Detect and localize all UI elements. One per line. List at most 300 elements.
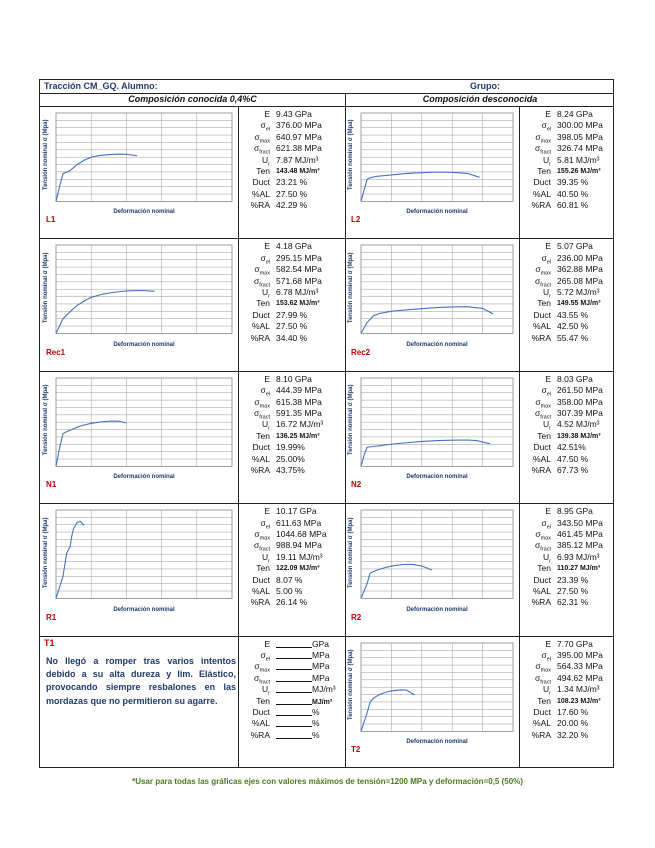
property-value: 564.33 MPa (557, 661, 603, 672)
property-label: $\sigma_{fract}$ (254, 275, 270, 289)
property-label: $\sigma_{max}$ (254, 661, 270, 675)
cell-divider (238, 372, 239, 503)
property-label: $\sigma_{fract}$ (535, 672, 551, 686)
property-value: 4.52 MJ/m³ (557, 419, 600, 430)
chart-svg (347, 109, 519, 221)
stress-strain-chart (42, 374, 238, 486)
property-value: 67.73 % (557, 464, 589, 475)
sample-tag: R1 (46, 612, 57, 622)
property-row (523, 374, 613, 385)
property-label: $\sigma_{max}$ (535, 131, 551, 145)
cell-divider (238, 107, 239, 238)
y-axis-label: Tensión nominal σ (Mpa) (43, 119, 49, 191)
property-label: E (264, 638, 270, 649)
property-row (523, 552, 613, 563)
property-value: 19.11 MJ/m³ (276, 551, 323, 562)
property-row (242, 730, 343, 741)
unit-label: % (312, 729, 320, 740)
property-value: 988.94 MPa (276, 540, 322, 551)
property-row (523, 419, 613, 433)
property-row (523, 586, 613, 597)
property-label: $\sigma_{el}$ (260, 120, 270, 134)
blank-field[interactable] (276, 661, 312, 670)
sample-tag: N1 (46, 480, 57, 490)
property-value: 261.50 MPa (557, 385, 603, 396)
property-label: $U_r$ (543, 684, 551, 697)
property-row (242, 718, 343, 729)
property-row (523, 109, 613, 120)
property-value: 8.24 GPa (557, 109, 593, 119)
property-value (276, 730, 343, 741)
blank-field[interactable] (276, 673, 312, 682)
property-row (523, 431, 613, 442)
property-value: 149.55 MJ/m³ (557, 300, 601, 308)
property-value: 153.62 MJ/m³ (276, 300, 320, 308)
property-label: %RA (531, 464, 551, 475)
property-value: 62.31 % (557, 597, 589, 608)
property-value: 591.35 MPa (276, 407, 322, 418)
sample-cell (345, 504, 615, 635)
property-label: Duct (533, 442, 551, 453)
property-label: $\sigma_{max}$ (535, 264, 551, 277)
property-value: 7.70 GPa (557, 638, 593, 649)
property-label: Duct (252, 309, 270, 320)
property-value (276, 673, 343, 684)
row-divider (40, 503, 613, 504)
property-label: $\sigma_{el}$ (541, 517, 551, 531)
row-divider (40, 636, 613, 637)
cell-divider (238, 637, 239, 768)
property-label: E (545, 241, 551, 252)
property-value: 385.12 MPa (557, 540, 603, 551)
property-label: $\sigma_{el}$ (541, 252, 551, 266)
property-row (242, 166, 343, 177)
blank-field[interactable] (276, 639, 312, 648)
property-label: Ten (256, 695, 270, 706)
property-value: 307.39 MPa (557, 407, 603, 418)
property-row (242, 673, 343, 684)
sample-tag: Rec2 (351, 347, 371, 357)
property-row (242, 597, 343, 608)
property-row (523, 241, 613, 252)
property-value: 42.51% (557, 442, 586, 453)
footnote: *Usar para todas las gráficas ejes con valores máximos de tensión=1200 MPa y deformación=0,5 (50%) (132, 777, 523, 786)
x-axis-label: Deformación nominal (406, 738, 468, 745)
stress-strain-chart (347, 374, 519, 486)
unit-label: MPa (312, 649, 330, 660)
property-row (523, 563, 613, 574)
blank-field[interactable] (276, 730, 312, 739)
property-value: 5.07 GPa (557, 241, 593, 252)
sample-cell (40, 107, 345, 238)
property-row (242, 661, 343, 675)
property-value: 8.07 % (276, 574, 303, 585)
property-value: 8.95 GPa (557, 506, 593, 517)
properties-table (242, 241, 343, 367)
property-row (523, 529, 613, 540)
property-row (523, 673, 613, 684)
property-value: 108.23 MJ/m³ (557, 697, 601, 705)
property-label: $U_r$ (262, 154, 270, 168)
property-label: %RA (531, 597, 551, 608)
property-value: 139.38 MJ/m³ (557, 432, 601, 440)
property-row (242, 374, 343, 385)
property-row (242, 155, 343, 166)
property-label: $\sigma_{fract}$ (254, 407, 270, 421)
property-value: 236.00 MPa (557, 252, 603, 263)
property-row (523, 454, 613, 465)
chart-svg (42, 506, 238, 618)
t1-tag: T1 (44, 637, 55, 648)
property-value: 143.48 MJ/m³ (276, 168, 320, 175)
stress-strain-chart (347, 241, 519, 353)
property-value: 615.38 MPa (276, 396, 322, 407)
properties-table (523, 109, 613, 235)
property-row (242, 287, 343, 298)
property-label: %RA (531, 332, 551, 343)
property-label: %AL (252, 453, 270, 464)
property-row (523, 696, 613, 707)
property-value: 16.72 MJ/m³ (276, 419, 324, 430)
x-axis-label: Deformación nominal (113, 209, 175, 216)
property-label: $\sigma_{max}$ (254, 131, 270, 145)
property-label: $\sigma_{max}$ (535, 661, 551, 675)
property-label: Ten (256, 430, 270, 441)
chart-svg (347, 506, 519, 618)
property-value: 621.38 MPa (276, 143, 322, 154)
property-row (523, 540, 613, 554)
property-row (242, 253, 343, 264)
subtitle-known: Composición conocida 0,4%C (128, 94, 257, 104)
cell-divider (238, 239, 239, 370)
property-value: 27.50 % (276, 188, 308, 199)
unit-label: MJ/m³ (312, 698, 333, 706)
property-row (523, 298, 613, 309)
property-row (242, 575, 343, 586)
chart-svg (42, 109, 238, 221)
property-value: 9.43 GPa (276, 109, 312, 119)
property-value: 8.10 GPa (276, 373, 312, 384)
sample-cell (345, 637, 615, 768)
property-row (523, 639, 613, 650)
property-value: 358.00 MPa (557, 396, 603, 407)
chart-svg (42, 241, 238, 353)
property-row (242, 696, 343, 707)
property-label: E (545, 506, 551, 517)
property-value: 640.97 MPa (276, 131, 322, 142)
property-row (242, 109, 343, 120)
cell-divider (238, 504, 239, 635)
sample-cell (40, 637, 345, 768)
results-sheet (39, 79, 614, 768)
property-value: 7.87 MJ/m³ (276, 154, 319, 165)
property-row (523, 408, 613, 419)
property-value (276, 707, 343, 718)
property-value: 5.72 MJ/m³ (557, 286, 600, 297)
sample-tag: R2 (351, 612, 362, 622)
property-value: 60.81 % (557, 200, 589, 211)
unit-label: MJ/m³ (312, 684, 336, 695)
property-row (523, 276, 613, 287)
property-row (242, 518, 343, 529)
y-axis-label: Tensión nominal σ (Mpa) (43, 384, 49, 456)
sample-cell (345, 107, 615, 238)
property-row (523, 597, 613, 608)
property-label: %AL (533, 718, 551, 729)
property-value: 20.00 % (557, 718, 589, 729)
property-label: Ten (537, 166, 551, 176)
properties-table (523, 241, 613, 367)
property-label: E (545, 373, 551, 384)
y-axis-label: Tensión nominal σ (Mpa) (348, 517, 354, 588)
property-value: 34.40 % (276, 332, 308, 343)
property-value: 326.74 MPa (557, 143, 603, 154)
property-row (242, 189, 343, 200)
property-label: $\sigma_{fract}$ (254, 143, 270, 156)
property-row (242, 465, 343, 476)
property-value: 571.68 MPa (276, 275, 322, 286)
property-value: 23.39 % (557, 574, 589, 585)
property-label: $U_r$ (543, 154, 551, 168)
property-row (523, 200, 613, 211)
x-axis-label: Deformación nominal (406, 209, 468, 216)
property-row (242, 241, 343, 252)
property-value: 1.34 MJ/m³ (557, 684, 600, 695)
property-value: 55.47 % (557, 332, 589, 343)
title-left: Tracción CM_GQ. Alumno: (44, 81, 158, 91)
property-row (523, 287, 613, 298)
property-label: %AL (252, 585, 270, 596)
property-row (242, 454, 343, 465)
property-value: 42.50 % (557, 321, 589, 332)
property-label: Duct (252, 574, 270, 585)
property-row (242, 120, 343, 134)
property-value: 10.17 GPa (276, 506, 317, 517)
sample-cell (345, 372, 615, 503)
property-label: Duct (533, 177, 551, 188)
property-label: Ten (537, 695, 551, 706)
property-label: $\sigma_{fract}$ (254, 540, 270, 554)
sample-tag: L2 (351, 215, 361, 225)
property-row (242, 143, 343, 154)
property-label: $\sigma_{el}$ (260, 252, 270, 266)
property-row (523, 684, 613, 695)
property-value: 398.05 MPa (557, 131, 603, 142)
property-label: Duct (533, 309, 551, 320)
property-label: $\sigma_{el}$ (541, 120, 551, 134)
property-row (523, 155, 613, 166)
cell-divider (519, 504, 520, 635)
property-label: $\sigma_{el}$ (541, 649, 551, 663)
blank-field[interactable] (276, 718, 312, 727)
property-row (523, 397, 613, 408)
property-row (523, 120, 613, 134)
property-row (242, 552, 343, 563)
property-value (276, 661, 343, 672)
property-value: 5.00 % (276, 585, 303, 596)
property-value: 6.93 MJ/m³ (557, 551, 600, 562)
property-label: $\sigma_{fract}$ (254, 672, 270, 686)
sample-tag: T2 (351, 744, 361, 754)
properties-table (242, 374, 343, 500)
property-label: %RA (250, 729, 270, 740)
property-label: %AL (252, 718, 270, 729)
property-row (523, 177, 613, 188)
property-row (242, 333, 343, 344)
property-value: 39.35 % (557, 177, 589, 188)
property-row (242, 132, 343, 143)
property-row (242, 177, 343, 188)
property-label: $U_r$ (543, 419, 551, 433)
property-row (242, 540, 343, 554)
unit-label: GPa (312, 638, 330, 649)
property-value: 40.50 % (557, 188, 589, 199)
cell-divider (519, 239, 520, 370)
properties-table (523, 639, 613, 765)
property-value: 42.29 % (276, 200, 308, 211)
property-row (242, 563, 343, 574)
x-axis-label: Deformación nominal (406, 341, 468, 348)
property-label: %AL (533, 585, 551, 596)
property-value: 47.50 % (557, 453, 589, 464)
property-row (242, 707, 343, 718)
property-row (523, 707, 613, 718)
blank-field[interactable] (276, 650, 312, 659)
property-value: 43.55 % (557, 309, 589, 320)
property-value: 19.99% (276, 442, 305, 453)
blank-field[interactable] (276, 707, 312, 716)
property-value: 611.63 MPa (276, 517, 322, 528)
x-axis-label: Deformación nominal (406, 606, 468, 613)
property-label: $\sigma_{max}$ (254, 264, 270, 277)
property-label: Ten (537, 430, 551, 441)
blank-field[interactable] (276, 684, 312, 693)
property-label: $\sigma_{fract}$ (535, 407, 551, 421)
sample-tag: Rec1 (46, 347, 66, 357)
property-row (242, 321, 343, 332)
subtitle-unknown: Composición desconocida (422, 94, 538, 104)
property-label: E (264, 241, 270, 252)
property-row (242, 586, 343, 597)
properties-table (242, 639, 343, 765)
property-row (242, 650, 343, 661)
property-label: $\sigma_{fract}$ (535, 275, 551, 289)
property-row (523, 143, 613, 154)
property-row (523, 442, 613, 453)
property-row (523, 730, 613, 741)
property-value: 582.54 MPa (276, 264, 322, 275)
property-value: 295.15 MPa (276, 252, 322, 263)
property-row (523, 506, 613, 517)
property-value: 265.08 MPa (557, 275, 603, 286)
property-value: 444.39 MPa (276, 385, 322, 396)
property-row (523, 321, 613, 332)
title-group: Grupo: (470, 81, 500, 91)
property-value (276, 718, 343, 729)
property-label: $\sigma_{el}$ (260, 517, 270, 531)
sample-tag: N2 (351, 480, 362, 490)
property-label: %AL (533, 453, 551, 464)
unit-label: % (312, 706, 320, 717)
property-value: 32.20 % (557, 729, 589, 740)
property-value: 461.45 MPa (557, 528, 603, 539)
property-value: 122.09 MJ/m³ (276, 565, 320, 573)
cell-divider (519, 637, 520, 768)
unit-label: % (312, 718, 320, 729)
property-row (242, 264, 343, 275)
property-value (276, 650, 343, 661)
property-row (242, 684, 343, 695)
chart-svg (42, 374, 238, 486)
property-label: %RA (250, 597, 270, 608)
property-label: %AL (252, 321, 270, 332)
property-label: Ten (537, 563, 551, 574)
property-label: $\sigma_{el}$ (541, 385, 551, 398)
stress-strain-chart (347, 639, 519, 751)
property-label: $U_r$ (262, 684, 270, 697)
property-label: %RA (531, 729, 551, 740)
property-value (276, 684, 343, 695)
stress-strain-chart (347, 506, 519, 618)
property-value: 1044.68 MPa (276, 528, 327, 539)
property-row (523, 132, 613, 143)
property-value: 6.78 MJ/m³ (276, 286, 319, 297)
properties-table (242, 506, 343, 632)
property-label: E (545, 638, 551, 649)
blank-field[interactable] (276, 696, 312, 705)
y-axis-label: Tensión nominal σ (Mpa) (348, 384, 354, 456)
property-label: $\sigma_{fract}$ (535, 540, 551, 554)
property-value: 27.99 % (276, 309, 308, 320)
property-value: 5.81 MJ/m³ (557, 154, 600, 165)
property-label: $\sigma_{max}$ (254, 528, 270, 542)
property-row (242, 397, 343, 408)
stress-strain-chart (42, 241, 238, 353)
unit-label: MPa (312, 672, 330, 683)
property-row (242, 529, 343, 540)
property-row (523, 575, 613, 586)
x-axis-label: Deformación nominal (113, 606, 175, 613)
property-value: 25.00% (276, 453, 305, 464)
y-axis-label: Tensión nominal σ (Mpa) (43, 252, 49, 323)
property-value: 26.14 % (276, 597, 308, 608)
cell-divider (519, 372, 520, 503)
property-value: 110.27 MJ/m³ (557, 565, 601, 573)
property-row (523, 333, 613, 344)
property-label: %RA (250, 332, 270, 343)
property-label: $\sigma_{max}$ (535, 528, 551, 542)
property-row (523, 189, 613, 200)
property-value: 362.88 MPa (557, 264, 603, 275)
property-value: 23.21 % (276, 177, 308, 188)
x-axis-label: Deformación nominal (406, 474, 468, 481)
property-row (242, 419, 343, 433)
property-row (523, 718, 613, 729)
chart-svg (347, 374, 519, 486)
property-value: 8.03 GPa (557, 373, 593, 384)
property-row (523, 264, 613, 275)
property-row (242, 639, 343, 650)
cell-divider (519, 107, 520, 238)
y-axis-label: Tensión nominal σ (Mpa) (43, 517, 49, 588)
property-label: E (264, 506, 270, 517)
property-row (523, 661, 613, 675)
property-row (242, 298, 343, 309)
property-label: Ten (256, 166, 270, 176)
row-divider (40, 238, 613, 239)
property-value: 17.60 % (557, 706, 589, 717)
property-label: Duct (252, 706, 270, 717)
